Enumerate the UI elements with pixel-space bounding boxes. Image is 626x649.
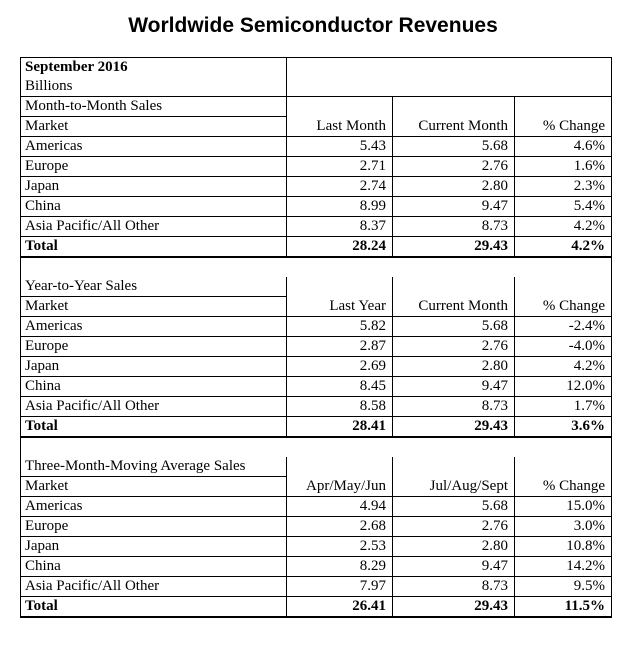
column-header: Market: [21, 117, 287, 137]
table-cell: 9.47: [393, 377, 515, 397]
section-title: Three-Month-Moving Average Sales: [21, 457, 287, 477]
table-cell: 2.76: [393, 337, 515, 357]
blank-cell: [287, 457, 393, 477]
table-cell: 8.73: [393, 577, 515, 597]
table-cell: Asia Pacific/All Other: [21, 217, 287, 237]
blank-cell: [515, 97, 612, 117]
table-cell: Americas: [21, 137, 287, 157]
table-row: [21, 397, 612, 417]
spacer-row: [21, 257, 612, 277]
section-title-row: [21, 457, 612, 477]
table-cell: Europe: [21, 517, 287, 537]
total-cell: 29.43: [393, 597, 515, 618]
total-cell: 11.5%: [515, 597, 612, 618]
table-cell: 7.97: [287, 577, 393, 597]
table-row: [21, 537, 612, 557]
column-header-row: [21, 117, 612, 137]
blank-cell: [515, 457, 612, 477]
table-cell: 8.73: [393, 217, 515, 237]
spacer-row: [21, 437, 612, 457]
table-cell: Americas: [21, 497, 287, 517]
table-row: [21, 197, 612, 217]
table-row: [21, 377, 612, 397]
total-cell: 28.41: [287, 417, 393, 438]
table-cell: 2.76: [393, 517, 515, 537]
total-cell: 26.41: [287, 597, 393, 618]
period-row: [21, 58, 612, 78]
table-cell: 4.2%: [515, 217, 612, 237]
blank-cell: [515, 277, 612, 297]
blank-cell: [393, 277, 515, 297]
table-cell: 5.68: [393, 137, 515, 157]
table-cell: 3.0%: [515, 517, 612, 537]
table-cell: 2.68: [287, 517, 393, 537]
blank-cell: [287, 77, 612, 97]
table-row: [21, 177, 612, 197]
column-header: Current Month: [393, 117, 515, 137]
table-cell: China: [21, 557, 287, 577]
table-row: [21, 217, 612, 237]
table-cell: China: [21, 377, 287, 397]
table-cell: 8.45: [287, 377, 393, 397]
total-cell: 28.24: [287, 237, 393, 258]
table-cell: 2.80: [393, 177, 515, 197]
table-cell: 9.47: [393, 557, 515, 577]
section-title: Year-to-Year Sales: [21, 277, 287, 297]
table-cell: 1.7%: [515, 397, 612, 417]
table-cell: 1.6%: [515, 157, 612, 177]
table-cell: 2.87: [287, 337, 393, 357]
table-cell: 8.73: [393, 397, 515, 417]
blank-cell: [21, 257, 612, 277]
table-row: [21, 317, 612, 337]
table-cell: Asia Pacific/All Other: [21, 397, 287, 417]
table-cell: -2.4%: [515, 317, 612, 337]
table-cell: 12.0%: [515, 377, 612, 397]
column-header: Last Year: [287, 297, 393, 317]
table-row: [21, 157, 612, 177]
unit-label: Billions: [21, 77, 287, 97]
table-row: [21, 577, 612, 597]
table-row: [21, 337, 612, 357]
table-cell: 10.8%: [515, 537, 612, 557]
table-cell: Japan: [21, 537, 287, 557]
table-cell: Japan: [21, 357, 287, 377]
section-title-row: [21, 97, 612, 117]
column-header: % Change: [515, 477, 612, 497]
column-header: Current Month: [393, 297, 515, 317]
total-cell: Total: [21, 597, 287, 618]
section-title: Month-to-Month Sales: [21, 97, 287, 117]
table-cell: 9.5%: [515, 577, 612, 597]
table-cell: 5.68: [393, 497, 515, 517]
total-row: [21, 237, 612, 258]
blank-cell: [287, 58, 612, 78]
unit-row: [21, 77, 612, 97]
table-cell: China: [21, 197, 287, 217]
table-row: [21, 497, 612, 517]
period-label: September 2016: [21, 58, 287, 78]
table-cell: 9.47: [393, 197, 515, 217]
table-cell: 4.2%: [515, 357, 612, 377]
table-cell: 4.6%: [515, 137, 612, 157]
table-row: [21, 517, 612, 537]
total-row: [21, 417, 612, 438]
table-cell: 5.43: [287, 137, 393, 157]
column-header-row: [21, 477, 612, 497]
column-header: % Change: [515, 117, 612, 137]
section-title-row: [21, 277, 612, 297]
table-cell: 2.69: [287, 357, 393, 377]
table-cell: Asia Pacific/All Other: [21, 577, 287, 597]
total-cell: Total: [21, 417, 287, 438]
total-cell: 29.43: [393, 237, 515, 258]
total-cell: 4.2%: [515, 237, 612, 258]
column-header: Apr/May/Jun: [287, 477, 393, 497]
table-cell: 5.68: [393, 317, 515, 337]
column-header: Market: [21, 477, 287, 497]
total-cell: Total: [21, 237, 287, 258]
table-cell: Europe: [21, 157, 287, 177]
table-cell: 8.37: [287, 217, 393, 237]
table-cell: 2.71: [287, 157, 393, 177]
column-header-row: [21, 297, 612, 317]
blank-cell: [393, 457, 515, 477]
blank-cell: [21, 437, 612, 457]
blank-cell: [393, 97, 515, 117]
table-cell: 5.4%: [515, 197, 612, 217]
table-cell: -4.0%: [515, 337, 612, 357]
report-title: Worldwide Semiconductor Revenues: [128, 14, 498, 37]
total-cell: 29.43: [393, 417, 515, 438]
table-cell: 5.82: [287, 317, 393, 337]
table-row: [21, 557, 612, 577]
table-cell: 2.3%: [515, 177, 612, 197]
table-cell: 2.76: [393, 157, 515, 177]
column-header: Jul/Aug/Sept: [393, 477, 515, 497]
blank-cell: [287, 277, 393, 297]
table-row: [21, 137, 612, 157]
table-cell: 2.53: [287, 537, 393, 557]
table-cell: 8.99: [287, 197, 393, 217]
total-cell: 3.6%: [515, 417, 612, 438]
table-cell: 15.0%: [515, 497, 612, 517]
total-row: [21, 597, 612, 618]
blank-cell: [287, 97, 393, 117]
table-cell: Japan: [21, 177, 287, 197]
revenue-table: [20, 57, 612, 618]
column-header: % Change: [515, 297, 612, 317]
table-cell: 8.58: [287, 397, 393, 417]
table-cell: 4.94: [287, 497, 393, 517]
column-header: Market: [21, 297, 287, 317]
table-cell: Europe: [21, 337, 287, 357]
table-cell: 8.29: [287, 557, 393, 577]
table-row: [21, 357, 612, 377]
table-cell: 2.80: [393, 357, 515, 377]
table-cell: 14.2%: [515, 557, 612, 577]
table-cell: 2.74: [287, 177, 393, 197]
table-cell: 2.80: [393, 537, 515, 557]
column-header: Last Month: [287, 117, 393, 137]
table-cell: Americas: [21, 317, 287, 337]
